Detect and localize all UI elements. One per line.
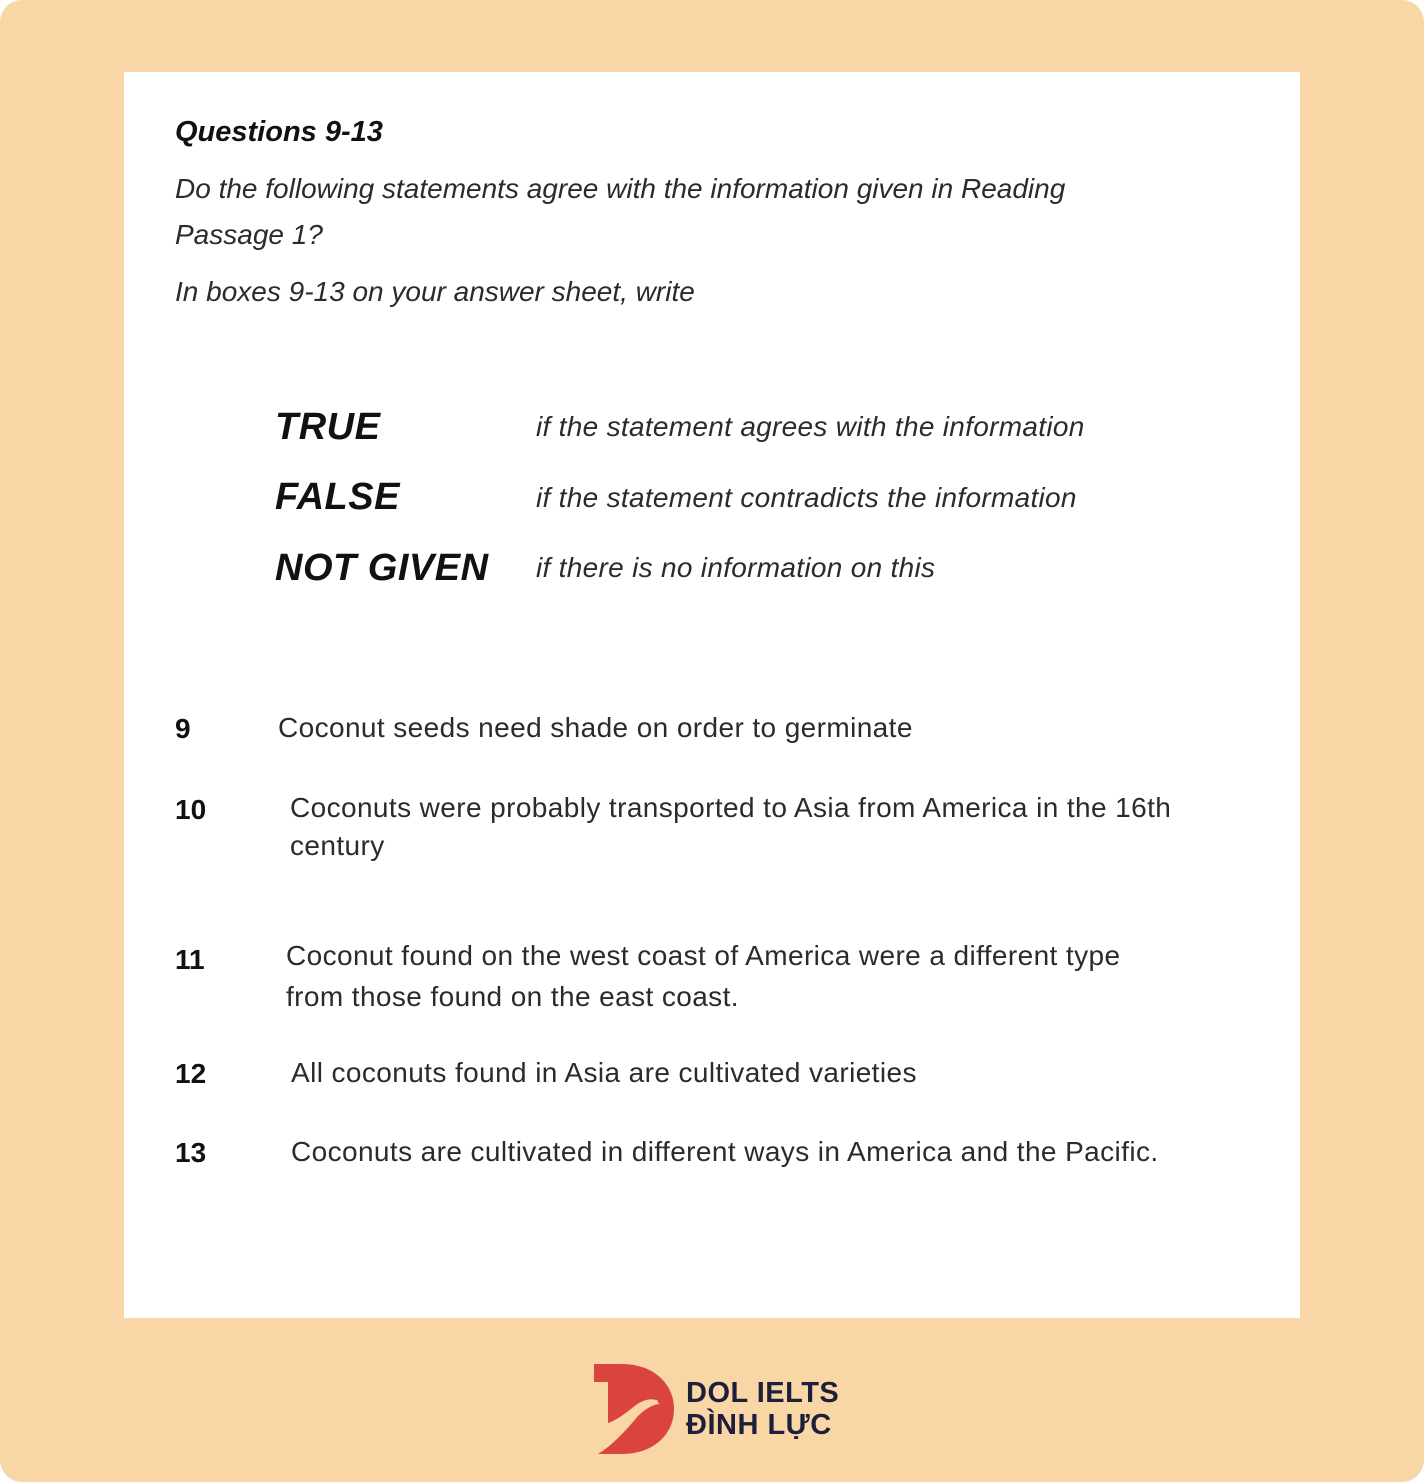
instruction-line-3: In boxes 9-13 on your answer sheet, write xyxy=(175,276,695,307)
question-text-11-line-1: Coconut found on the west coast of America were a different type xyxy=(286,940,1121,971)
key-desc-not-given: if there is no information on this xyxy=(536,552,936,583)
instruction-line-2: Passage 1? xyxy=(175,219,323,250)
key-term-not-given: NOT GIVEN xyxy=(275,547,489,589)
question-number-9: 9 xyxy=(175,713,191,744)
key-desc-true: if the statement agrees with the information xyxy=(536,411,1085,442)
brand-name-line-1: DOL IELTS xyxy=(686,1377,840,1409)
question-number-13: 13 xyxy=(175,1137,207,1168)
question-text-11-line-2: from those found on the east coast. xyxy=(286,981,739,1012)
instruction-line-1: Do the following statements agree with the information given in Reading xyxy=(175,173,1066,204)
questions-title: Questions 9-13 xyxy=(175,116,383,148)
question-number-10: 10 xyxy=(175,794,207,825)
question-number-11: 11 xyxy=(175,944,205,975)
question-text-12: All coconuts found in Asia are cultivated varieties xyxy=(291,1057,917,1088)
brand-name-line-2: ĐÌNH LỰC xyxy=(686,1409,832,1441)
question-text-9: Coconut seeds need shade on order to germinate xyxy=(278,712,913,743)
dol-logo-icon xyxy=(594,1364,674,1454)
question-text-13: Coconuts are cultivated in different ways in America and the Pacific. xyxy=(291,1136,1159,1167)
question-text-10-line-2: century xyxy=(290,830,385,861)
question-number-12: 12 xyxy=(175,1058,207,1089)
key-desc-false: if the statement contradicts the information xyxy=(536,482,1077,513)
key-term-true: TRUE xyxy=(275,406,381,448)
question-card xyxy=(124,72,1300,1318)
key-term-false: FALSE xyxy=(275,476,400,518)
question-text-10-line-1: Coconuts were probably transported to Asia from America in the 16th xyxy=(290,792,1172,823)
